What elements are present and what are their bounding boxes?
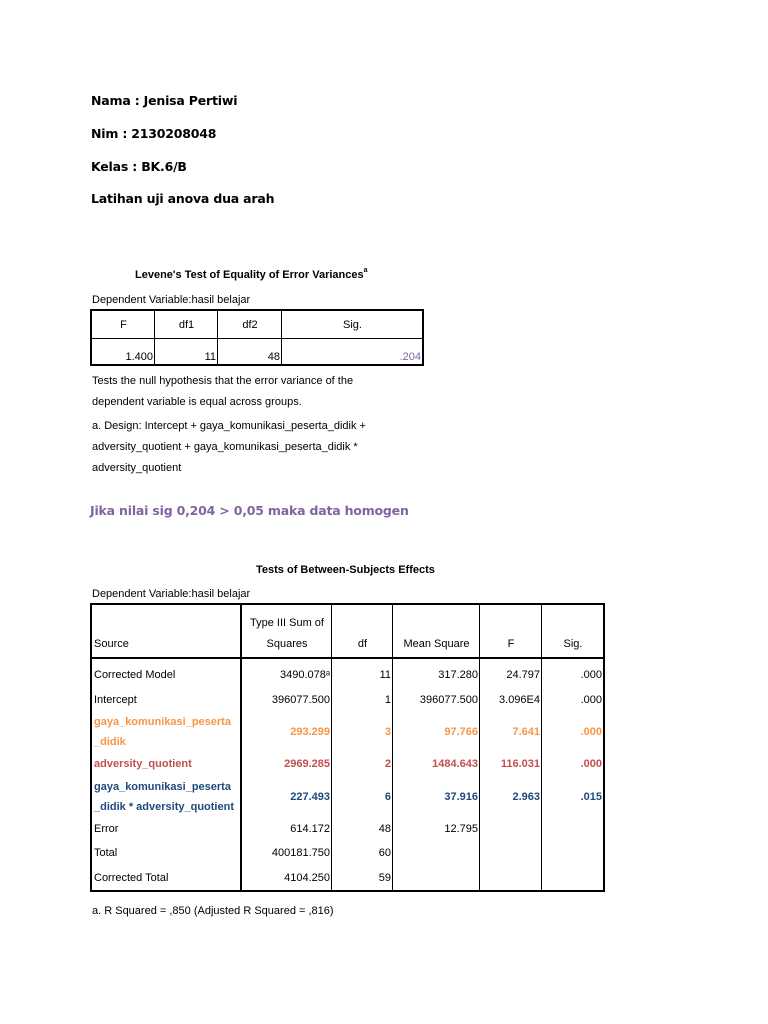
levene-col-sig: Sig. [282, 310, 424, 339]
row-ms: 317.280 [393, 658, 480, 688]
row-ms [393, 841, 480, 866]
between-subjects-table [90, 603, 605, 892]
row-sig [542, 817, 605, 842]
row-ms: 12.795 [393, 817, 480, 842]
row-source-line2: _didik * adversity_quotient [94, 800, 234, 813]
levene-sig-value: .204 [399, 351, 421, 363]
exercise-title: Latihan uji anova dua arah [91, 191, 275, 206]
row-source-line1: gaya_komunikasi_peserta [94, 780, 231, 793]
row-source: Error [91, 817, 241, 842]
table-row [91, 688, 604, 713]
table-row [91, 658, 604, 688]
row-ss: 3490.078ᵃ [241, 658, 332, 688]
row-sig [542, 841, 605, 866]
col-sum-of-squares [241, 604, 332, 658]
row-df: 59 [332, 866, 393, 892]
row-f [480, 866, 542, 892]
row-f: 24.797 [480, 658, 542, 688]
row-source: Corrected Model [91, 658, 241, 688]
row-sig: .000 [580, 726, 602, 738]
r-squared-footnote: a. R Squared = ,850 (Adjusted R Squared = ,816) [92, 905, 334, 917]
table-row [91, 712, 604, 752]
col-ss-line1: Type III Sum of [250, 617, 324, 629]
levene-design-note [92, 416, 366, 479]
levene-table [90, 309, 424, 366]
table-row [91, 866, 604, 892]
row-sig: .015 [580, 790, 602, 803]
levene-dependent-variable: Dependent Variable:hasil belajar [92, 294, 251, 306]
row-f: 3.096E4 [480, 688, 542, 713]
row-df: 11 [332, 658, 393, 688]
levene-value-row [91, 339, 423, 366]
row-sig: .000 [580, 693, 602, 706]
levene-title [135, 269, 368, 281]
student-name: Nama : Jenisa Pertiwi [91, 93, 238, 108]
row-source: Corrected Total [91, 866, 241, 892]
row-df: 2 [332, 752, 393, 777]
row-f [480, 817, 542, 842]
table-row [91, 817, 604, 842]
row-sig: .000 [580, 758, 602, 771]
row-ss: 4104.250 [241, 866, 332, 892]
table-row [91, 841, 604, 866]
col-ss-line2: Squares [266, 638, 308, 650]
student-nim: Nim : 2130208048 [91, 126, 217, 141]
between-header-row [91, 604, 604, 658]
row-df: 1 [332, 688, 393, 713]
row-df: 3 [332, 712, 393, 752]
row-source: adversity_quotient [91, 752, 241, 777]
row-df: 60 [332, 841, 393, 866]
levene-col-df2: df2 [218, 310, 282, 339]
row-ss: 400181.750 [241, 841, 332, 866]
levene-header-row [91, 310, 423, 339]
row-ms [393, 866, 480, 892]
row-ss: 293.299 [241, 712, 332, 752]
student-class: Kelas : BK.6/B [91, 159, 187, 174]
row-sig: .000 [580, 669, 602, 682]
row-ss: 396077.500 [241, 688, 332, 713]
row-source: Total [91, 841, 241, 866]
levene-df1-value: 11 [155, 339, 218, 366]
row-source: Intercept [91, 688, 241, 713]
row-f [480, 841, 542, 866]
row-source [91, 777, 241, 817]
row-f: 2.963 [480, 777, 542, 817]
col-source: Source [91, 604, 241, 658]
between-subjects-title: Tests of Between-Subjects Effects [256, 564, 435, 576]
table-row [91, 777, 604, 817]
levene-design-line2: adversity_quotient + gaya_komunikasi_peserta_didik * [92, 441, 358, 453]
col-mean-square: Mean Square [393, 604, 480, 658]
row-source-line1: gaya_komunikasi_peserta [94, 716, 231, 728]
row-source [91, 712, 241, 752]
col-df: df [332, 604, 393, 658]
table-row [91, 752, 604, 777]
homogeneity-conclusion: Jika nilai sig 0,204 > 0,05 maka data homogen [90, 503, 409, 518]
row-ms: 37.916 [393, 777, 480, 817]
row-source-line2: _didik [94, 736, 126, 748]
row-ss: 2969.285 [241, 752, 332, 777]
row-ms: 1484.643 [393, 752, 480, 777]
col-sig: Sig. [542, 604, 605, 658]
levene-title-text: Levene's Test of Equality of Error Variances [135, 269, 364, 281]
row-ss: 614.172 [241, 817, 332, 842]
between-dependent-variable: Dependent Variable:hasil belajar [92, 588, 251, 600]
levene-f-value: 1.400 [91, 339, 155, 366]
row-f: 116.031 [480, 752, 542, 777]
row-sig [542, 866, 605, 892]
levene-col-df1: df1 [155, 310, 218, 339]
levene-note-line1: Tests the null hypothesis that the error variance of the [92, 375, 354, 387]
levene-design-line3: adversity_quotient [92, 462, 182, 474]
row-ms: 97.766 [393, 712, 480, 752]
row-df: 48 [332, 817, 393, 842]
row-f: 7.641 [480, 712, 542, 752]
row-ss: 227.493 [241, 777, 332, 817]
levene-note-line2: dependent variable is equal across groups. [92, 396, 302, 408]
row-ms: 396077.500 [393, 688, 480, 713]
col-f: F [480, 604, 542, 658]
row-df: 6 [332, 777, 393, 817]
levene-design-line1: a. Design: Intercept + gaya_komunikasi_peserta_didik + [92, 420, 366, 432]
levene-note [92, 371, 353, 413]
levene-title-footnote-mark: a [363, 267, 368, 274]
levene-df2-value: 48 [218, 339, 282, 366]
levene-col-f: F [91, 310, 155, 339]
